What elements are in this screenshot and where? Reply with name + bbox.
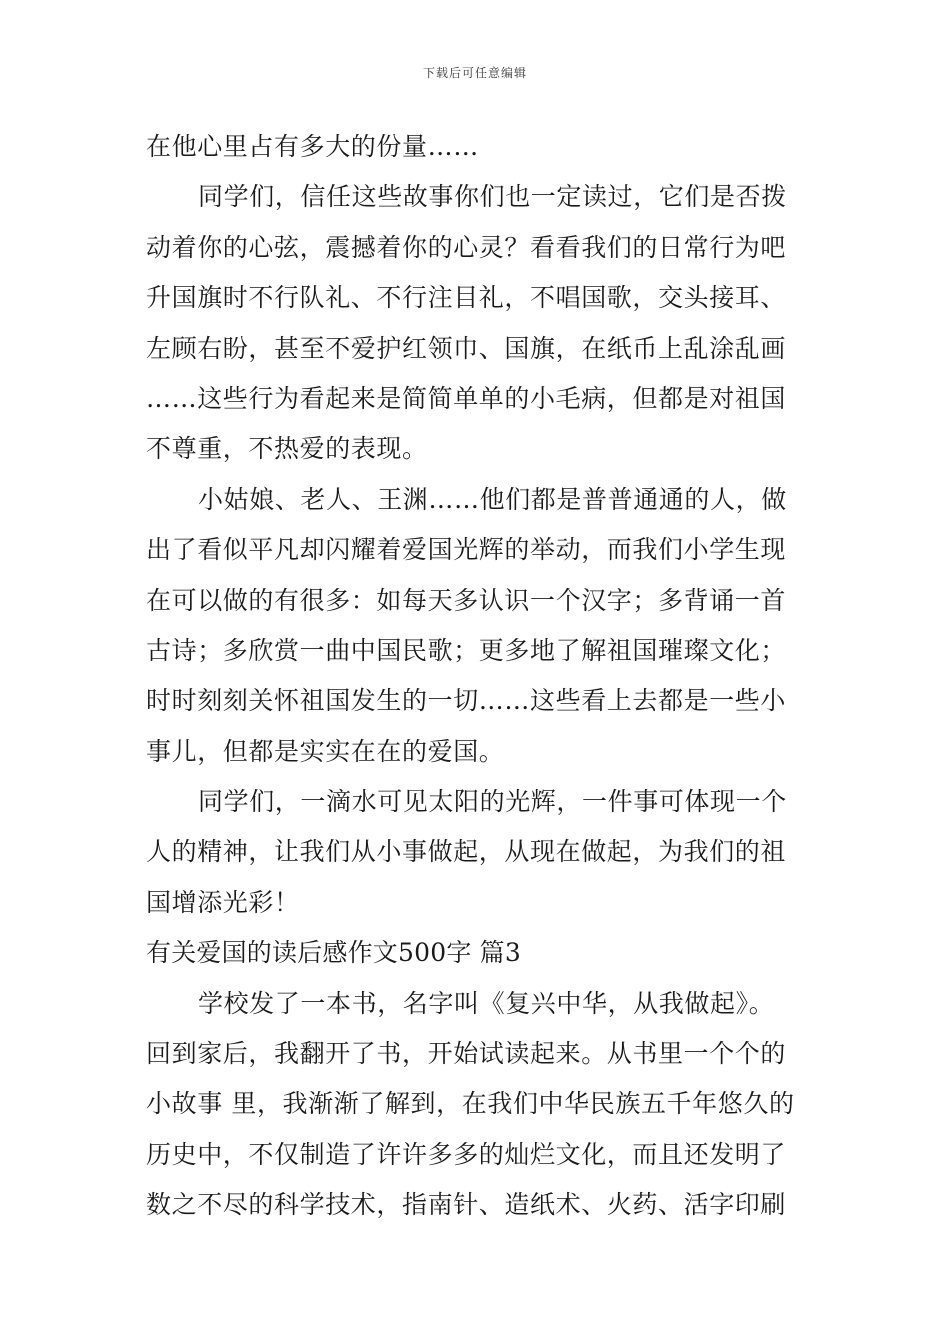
text-line: 数之不尽的科学技术，指南针、造纸术、火药、活字印刷 [146,1190,787,1220]
section-heading: 有关爱国的读后感作文500字 篇3 [146,938,521,968]
text-line: 不尊重，不热爱的表现。 [146,434,428,464]
text-line: 小故事 里，我渐渐了解到，在我们中华民族五千年悠久的 [146,1089,795,1119]
text-line: 历史中，不仅制造了许许多多的灿烂文化，而且还发明了 [146,1139,787,1169]
text-line: 小姑娘、老人、王渊……他们都是普普通通的人，做 [198,484,787,514]
text-line: 出了看似平凡却闪耀着爱国光辉的举动，而我们小学生现 [146,535,787,565]
header-note: 下载后可任意编辑 [422,66,527,80]
document-body [146,122,810,1231]
text-line: 左顾右盼，甚至不爱护红领巾、国旗，在纸币上乱涂乱画 [146,333,787,363]
text-line: 时时刻刻关怀祖国发生的一切……这些看上去都是一些小 [146,686,787,716]
text-line: 在他心里占有多大的份量…… [146,132,479,161]
text-line: 国增添光彩！ [146,887,300,917]
text-line: 事儿，但都是实实在在的爱国。 [146,736,505,766]
text-line: 动着你的心弦，震撼着你的心灵？看看我们的日常行为吧 [146,232,787,262]
text-line: 升国旗时不行队礼、不行注目礼，不唱国歌，交头接耳、 [146,283,787,313]
text-line: 在可以做的有很多：如每天多认识一个汉字；多背诵一首 [146,585,787,615]
text-line: 同学们，一滴水可见太阳的光辉，一件事可体现一个 [198,787,787,817]
text-line: 人的精神，让我们从小事做起，从现在做起，为我们的祖 [146,837,787,867]
text-line: 回到家后，我翻开了书，开始试读起来。从书里一个个的 [146,1039,787,1069]
text-line: 同学们，信任这些故事你们也一定读过，它们是否拨 [198,182,787,212]
text-line: ……这些行为看起来是简简单单的小毛病，但都是对祖国 [146,383,787,413]
text-line: 古诗；多欣赏一曲中国民歌；更多地了解祖国璀璨文化； [146,635,787,665]
text-line: 学校发了一本书，名字叫《复兴中华，从我做起》。 [198,988,775,1018]
